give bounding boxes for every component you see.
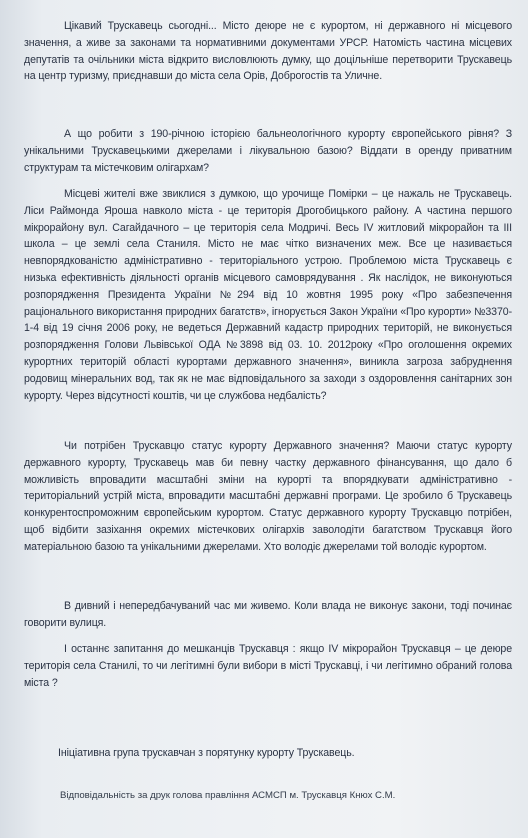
paragraph-problems: Місцеві жителі вже звиклися з думкою, що урочище Помірки – це нажаль не Трускавець. Ліси Раймонда Яроша навколо міста - це територія Дрогобицького району. А частина першого мікрорайону вул. Сагайдачного – це територія села Модричі. Весь IV житловий мікрорайон та III школа – це землі села Станиля. Місто не має чітко визначених меж. Все це називається невпорядкованістю адміністративно - територіального устрою. Проблемою міста Трускавець є низька ефективність діяльності органів місцевого самоврядування . Як наслідок, не виконуються розпорядження Президента України №294 від 10 жовтня 1995 року «Про забезпечення раціонального використання природних багатств», ігнорується Закон України «Про курорти» №3370-1-4 від 19 січня 2006 року, не ведеться Державний кадастр природних територій, не виконується розпорядження Голови Львівської ОДА №3898 від 03. 10. 2012року «Про оголошення окремих курортних територій області курортами державного значення», виникла загроза забруднення родовищ мінеральних вод, так як не має відповідального за заходи з оздоровлення санітарних зон курорту. Через відсутності коштів, чи це службова недбалість?	[24, 188, 512, 402]
signature-line: Ініціативна група трускавчан з порятунку курорту Трускавець.	[58, 747, 355, 759]
paragraph-status: Чи потрібен Трускавцю статус курорту Державного значення? Маючи статус курорту державного курорту, Трускавець мав би певну частку державного фінансування, що дало б можливість впровадити масштабні зміни на курорті та впорядкувати адміністративно - територіальний устрій міста, впровадити масштабні державні програми. Це зробило б Трускавець конкурентоспроможним європейським курортом. Статус державного курорту Трускавцю потрібен, щоб відбити зазіхання окремих містечкових олігархів заволодіти багатством Трускавця його матеріальною базою та унікальними джерелами. Хто володіє джерелами той володіє курортом.	[24, 440, 512, 553]
paragraph-last-question: І останнє запитання до мешканців Трускавця : якщо IV мікрорайон Трускавця – це деюре територія села Станилі, то чи легітимні були вибори в місті Трускавці, і чи легітимно обраний голова міста ?	[24, 643, 512, 689]
paragraph-times: В дивний і непередбачуваний час ми живемо. Коли влада не виконує закони, тоді починає говорити вулиця.	[24, 600, 512, 629]
paragraph-intro: Цікавий Трускавець сьогодні... Місто деюре не є курортом, ні державного ні місцевого значення, а живе за законами та нормативними документами УРСР. Натомість частина місцевих депутатів та очільники міста відкрито висловлюють думку, що доцільніше перетворити Трускавець на центр туризму, приєднавши до міста села Орів, Доброгостів та Уличне.	[24, 20, 512, 83]
footer-responsibility: Відповідальність за друк голова правління АСМСП м. Трускавця Кнюх С.М.	[60, 790, 396, 801]
paragraph-question: А що робити з 190-річною історією бальнеологічного курорту європейського рівня? З унікальними Трускавецькими джерелами і лікувальною базою? Віддати в оренду приватним структурам та містечковим олігархам?	[24, 128, 512, 174]
